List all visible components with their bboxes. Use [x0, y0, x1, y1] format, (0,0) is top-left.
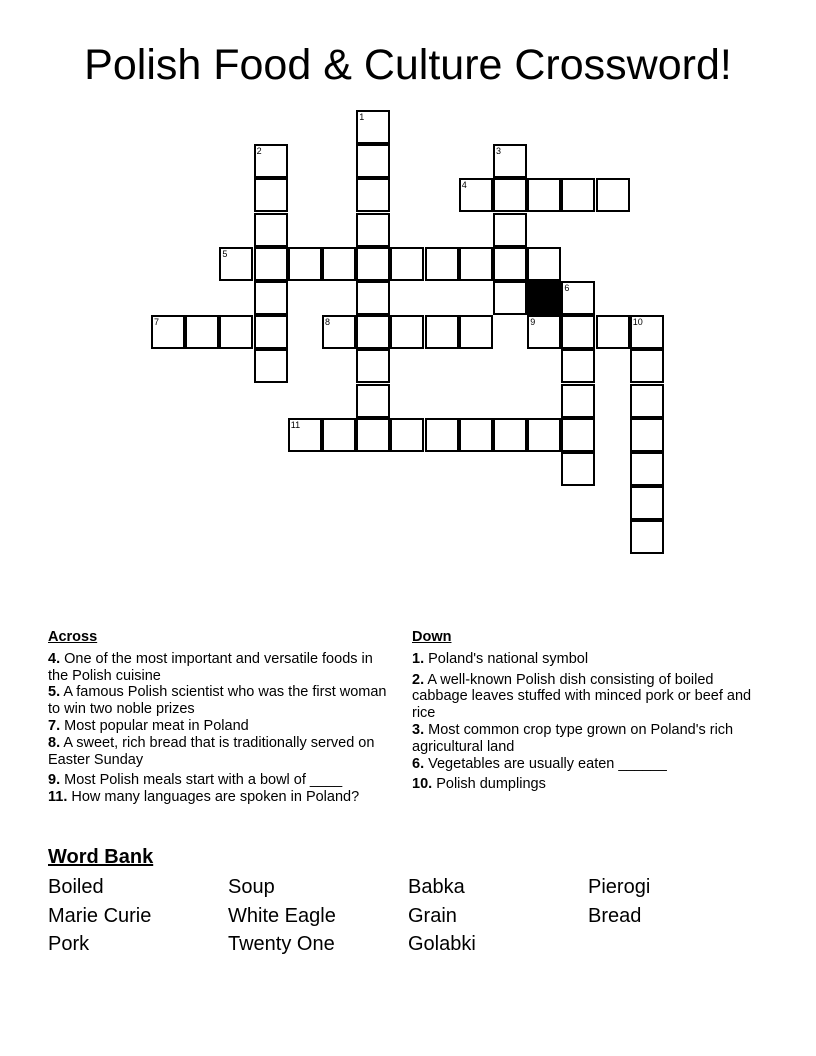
grid-cell[interactable]: [356, 315, 390, 349]
grid-cell[interactable]: [254, 315, 288, 349]
grid-cell[interactable]: [322, 247, 356, 281]
grid-cell[interactable]: [254, 247, 288, 281]
grid-cell[interactable]: [356, 178, 390, 212]
clue-text: One of the most important and versatile foods in the Polish cuisine: [48, 650, 373, 684]
grid-cell[interactable]: [527, 247, 561, 281]
grid-cell[interactable]: [356, 418, 390, 452]
cell-number: 2: [256, 146, 262, 157]
grid-cell[interactable]: [356, 384, 390, 418]
word-bank-item: Golabki: [408, 933, 476, 955]
clue-text: A well-known Polish dish consisting of boiled cabbage leaves stuffed with minced pork or beef and rice: [412, 671, 752, 722]
clue-number: 10.: [412, 776, 433, 793]
down-clues: [412, 629, 772, 793]
grid-cell[interactable]: [493, 178, 527, 212]
grid-cell[interactable]: [459, 247, 493, 281]
black-square: [527, 281, 561, 315]
grid-cell[interactable]: [356, 144, 390, 178]
word-bank-title: Word Bank: [48, 846, 154, 868]
clue-text: Poland's national symbol: [428, 650, 589, 667]
grid-cell[interactable]: [527, 418, 561, 452]
cell-number: 5: [222, 248, 228, 259]
grid-cell[interactable]: [630, 520, 664, 554]
grid-cell[interactable]: [254, 178, 288, 212]
word-bank-item: Pierogi: [588, 876, 651, 898]
clue-number: 1.: [412, 650, 425, 667]
grid-cell[interactable]: [322, 418, 356, 452]
word-bank-item: White Eagle: [228, 905, 336, 927]
word-bank-item: Marie Curie: [48, 905, 152, 927]
grid-cell[interactable]: [630, 349, 664, 383]
cell-number: 9: [530, 317, 536, 328]
grid-cell[interactable]: [630, 452, 664, 486]
grid-cell[interactable]: [185, 315, 219, 349]
across-clue-4: [48, 651, 393, 685]
grid-cell[interactable]: [254, 281, 288, 315]
word-bank-item: Boiled: [48, 876, 104, 898]
across-clue-8: [48, 735, 393, 769]
clue-text: Most common crop type grown on Poland's rich agricultural land: [412, 721, 734, 755]
grid-cell[interactable]: [561, 349, 595, 383]
grid-cell[interactable]: [254, 213, 288, 247]
page-title: Polish Food & Culture Crossword!: [84, 41, 732, 89]
grid-cell[interactable]: [219, 247, 253, 281]
grid-cell[interactable]: [493, 281, 527, 315]
grid-cell[interactable]: [356, 281, 390, 315]
down-clue-2: [412, 672, 772, 722]
clue-text: Most Polish meals start with a bowl of ____: [64, 772, 343, 789]
word-bank-item: Grain: [408, 905, 457, 927]
clue-text: How many languages are spoken in Poland?: [71, 789, 360, 806]
grid-cell[interactable]: [527, 315, 561, 349]
clue-number: 6.: [412, 755, 425, 772]
grid-cell[interactable]: [459, 178, 493, 212]
grid-cell[interactable]: [425, 315, 459, 349]
grid-cell[interactable]: [390, 418, 424, 452]
word-bank-item: Bread: [588, 905, 642, 927]
clue-number: 5.: [48, 684, 61, 701]
grid-cell[interactable]: [630, 486, 664, 520]
grid-cell[interactable]: [356, 213, 390, 247]
clue-number: 11.: [48, 789, 68, 806]
down-clue-3: [412, 722, 772, 756]
grid-cell[interactable]: [596, 315, 630, 349]
clue-number: 7.: [48, 717, 61, 734]
clue-number: 3.: [412, 721, 425, 738]
grid-cell[interactable]: [561, 178, 595, 212]
cell-number: 11: [290, 419, 301, 430]
across-clue-7: [48, 718, 393, 735]
word-bank-item: Twenty One: [228, 933, 335, 955]
grid-cell[interactable]: [493, 144, 527, 178]
clue-number: 9.: [48, 772, 61, 789]
grid-cell[interactable]: [322, 315, 356, 349]
grid-cell[interactable]: [390, 247, 424, 281]
grid-cell[interactable]: [561, 384, 595, 418]
across-heading: Across: [48, 629, 98, 645]
grid-cell[interactable]: [561, 452, 595, 486]
clue-number: 8.: [48, 734, 61, 751]
grid-cell[interactable]: [493, 418, 527, 452]
grid-cell[interactable]: [561, 281, 595, 315]
word-bank-item: Pork: [48, 933, 90, 955]
clue-text: Polish dumplings: [436, 776, 546, 793]
grid-cell[interactable]: [527, 178, 561, 212]
clue-text: A famous Polish scientist who was the first woman to win two noble prizes: [48, 684, 387, 718]
grid-cell[interactable]: [459, 418, 493, 452]
grid-cell[interactable]: [493, 247, 527, 281]
cell-number: 3: [496, 146, 502, 157]
grid-cell[interactable]: [425, 247, 459, 281]
across-clues: [48, 629, 393, 806]
cell-number: 4: [461, 180, 467, 191]
grid-cell[interactable]: [561, 315, 595, 349]
grid-cell[interactable]: [630, 315, 664, 349]
grid-cell[interactable]: [288, 247, 322, 281]
grid-cell[interactable]: [630, 418, 664, 452]
grid-cell[interactable]: [390, 315, 424, 349]
clue-text: A sweet, rich bread that is traditionally served on Easter Sunday: [48, 734, 375, 768]
across-clue-5: [48, 684, 393, 718]
cell-number: 7: [154, 317, 160, 328]
down-heading: Down: [412, 629, 452, 645]
grid-cell[interactable]: [356, 349, 390, 383]
grid-cell[interactable]: [493, 213, 527, 247]
grid-cell[interactable]: [254, 144, 288, 178]
down-clue-10: [412, 776, 772, 793]
grid-cell[interactable]: [288, 418, 322, 452]
cell-number: 6: [564, 283, 570, 293]
cell-number: 1: [359, 112, 365, 122]
grid-cell[interactable]: [254, 349, 288, 383]
clue-text: Vegetables are usually eaten ______: [428, 755, 667, 772]
clue-text: Most popular meat in Poland: [64, 717, 249, 734]
grid-cell[interactable]: [425, 418, 459, 452]
word-bank-item: Soup: [228, 876, 275, 898]
grid-cell[interactable]: [596, 178, 630, 212]
grid-cell[interactable]: [561, 418, 595, 452]
grid-cell[interactable]: [151, 315, 185, 349]
grid-cell[interactable]: [219, 315, 253, 349]
across-clue-11: [48, 789, 393, 806]
cell-number: 8: [325, 317, 331, 328]
down-clue-6: [412, 756, 772, 773]
grid-cell[interactable]: [356, 110, 390, 144]
cell-number: 10: [632, 317, 643, 328]
grid-cell[interactable]: [356, 247, 390, 281]
grid-cell[interactable]: [630, 384, 664, 418]
grid-cell[interactable]: [459, 315, 493, 349]
word-bank-item: Babka: [408, 876, 465, 898]
across-clue-9: [48, 772, 393, 789]
down-clue-1: [412, 651, 772, 668]
clue-number: 4.: [48, 650, 61, 667]
clue-number: 2.: [412, 671, 425, 688]
